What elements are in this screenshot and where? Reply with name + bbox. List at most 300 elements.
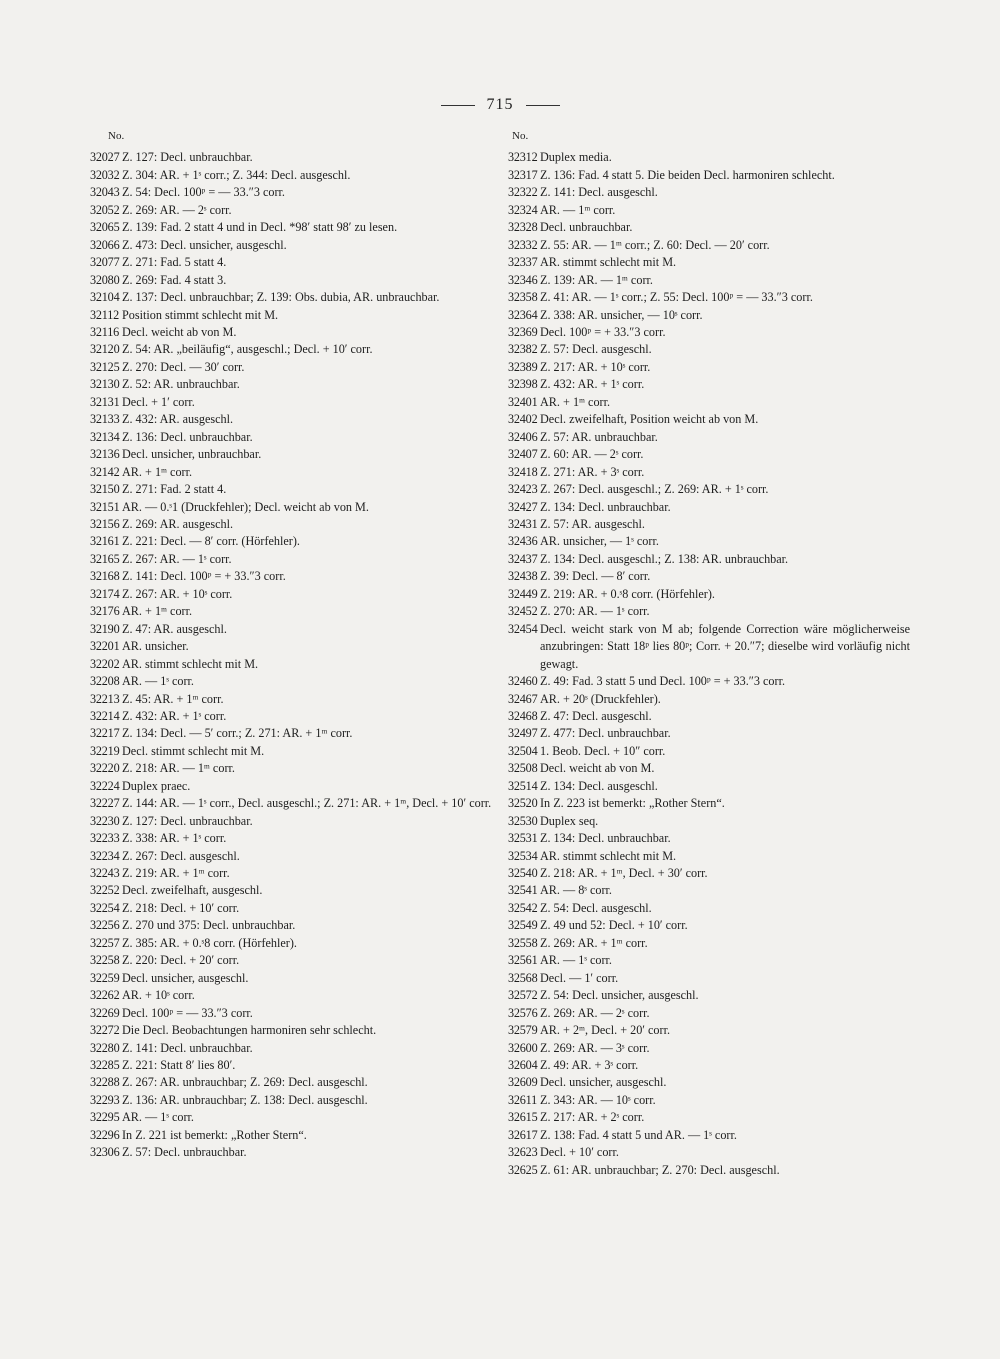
entry-text: AR. unsicher, — 1ˢ corr. bbox=[540, 534, 659, 549]
entry-number: 32150 bbox=[90, 482, 120, 497]
entry-text: Decl. + 1′ corr. bbox=[122, 394, 195, 409]
entry-number: 32230 bbox=[90, 813, 120, 828]
list-item bbox=[508, 307, 910, 324]
entry-number: 32615 bbox=[508, 1110, 538, 1125]
entry-text: Z. 218: Decl. + 10′ corr. bbox=[122, 900, 240, 915]
entry-text: Decl. weicht ab von M. bbox=[122, 324, 237, 339]
entry-number: 32540 bbox=[508, 866, 538, 881]
list-item bbox=[90, 1074, 492, 1091]
entry-text: Decl. 100ᵖ = — 33.″3 corr. bbox=[122, 1005, 253, 1020]
entry-text: AR. unsicher. bbox=[122, 639, 189, 654]
entry-number: 32052 bbox=[90, 202, 120, 217]
entry-text: Z. 139: Fad. 2 statt 4 und in Decl. *98′ statt 98′ zu lesen. bbox=[122, 220, 398, 235]
list-item bbox=[508, 499, 910, 516]
list-item bbox=[508, 935, 910, 952]
entry-text: 1. Beob. Decl. + 10″ corr. bbox=[540, 743, 666, 758]
list-item bbox=[508, 1092, 910, 1109]
list-item bbox=[90, 184, 492, 201]
entry-text: AR. + 1ᵐ corr. bbox=[540, 394, 611, 409]
list-item bbox=[90, 219, 492, 236]
entry-text: Z. 269: Fad. 4 statt 3. bbox=[122, 272, 227, 287]
entry-list bbox=[508, 149, 910, 1179]
list-item bbox=[90, 1109, 492, 1126]
list-item bbox=[508, 394, 910, 411]
entry-number: 32295 bbox=[90, 1110, 120, 1125]
entry-number: 32156 bbox=[90, 516, 120, 531]
entry-text: Z. 141: Decl. ausgeschl. bbox=[540, 185, 658, 200]
entry-number: 32027 bbox=[90, 150, 120, 165]
list-item bbox=[508, 673, 910, 690]
entry-number: 32534 bbox=[508, 848, 538, 863]
entry-text: Z. 267: Decl. ausgeschl. bbox=[122, 848, 240, 863]
entry-number: 32272 bbox=[90, 1023, 120, 1038]
entry-number: 32176 bbox=[90, 604, 120, 619]
entry-text: Z. 271: AR. + 3ˢ corr. bbox=[540, 464, 645, 479]
entry-text: Duplex seq. bbox=[540, 813, 599, 828]
list-item bbox=[508, 202, 910, 219]
entry-text: Decl. zweifelhaft, ausgeschl. bbox=[122, 883, 263, 898]
list-item bbox=[90, 254, 492, 271]
entry-number: 32151 bbox=[90, 499, 120, 514]
entry-text: Z. 271: Fad. 5 statt 4. bbox=[122, 255, 227, 270]
entry-text: Z. 61: AR. unbrauchbar; Z. 270: Decl. ausgeschl. bbox=[540, 1162, 780, 1177]
list-item bbox=[90, 691, 492, 708]
entry-number: 32346 bbox=[508, 272, 538, 287]
entry-number: 32136 bbox=[90, 447, 120, 462]
entry-text: Z. 270 und 375: Decl. unbrauchbar. bbox=[122, 918, 296, 933]
entry-text: Z. 47: AR. ausgeschl. bbox=[122, 621, 227, 636]
list-item bbox=[508, 952, 910, 969]
entry-text: Z. 137: Decl. unbrauchbar; Z. 139: Obs. dubia, AR. unbrauchbar. bbox=[122, 290, 440, 305]
entry-number: 32623 bbox=[508, 1145, 538, 1160]
entry-number: 32514 bbox=[508, 778, 538, 793]
entry-number: 32531 bbox=[508, 831, 538, 846]
entry-text: Position stimmt schlecht mit M. bbox=[122, 307, 279, 322]
list-item bbox=[90, 1040, 492, 1057]
entry-number: 32508 bbox=[508, 761, 538, 776]
entry-number: 32460 bbox=[508, 674, 538, 689]
entry-number: 32437 bbox=[508, 551, 538, 566]
list-item bbox=[508, 743, 910, 760]
entry-text: Z. 338: AR. unsicher, — 10ˢ corr. bbox=[540, 307, 703, 322]
left-dash bbox=[441, 105, 475, 106]
list-item bbox=[508, 411, 910, 428]
entry-number: 32190 bbox=[90, 621, 120, 636]
entry-number: 32131 bbox=[90, 394, 120, 409]
entry-number: 32120 bbox=[90, 342, 120, 357]
column-heading: No. bbox=[108, 130, 125, 142]
entry-number: 32406 bbox=[508, 429, 538, 444]
entry-number: 32280 bbox=[90, 1040, 120, 1055]
entry-number: 32600 bbox=[508, 1040, 538, 1055]
entry-text: Z. 49: AR. + 3ˢ corr. bbox=[540, 1058, 639, 1073]
entry-number: 32208 bbox=[90, 674, 120, 689]
entry-number: 32219 bbox=[90, 743, 120, 758]
entry-number: 32065 bbox=[90, 220, 120, 235]
list-item bbox=[508, 237, 910, 254]
entry-number: 32625 bbox=[508, 1162, 538, 1177]
entry-number: 32202 bbox=[90, 656, 120, 671]
left-column bbox=[90, 128, 492, 1162]
list-item bbox=[508, 272, 910, 289]
list-item bbox=[90, 952, 492, 969]
entry-number: 32452 bbox=[508, 604, 538, 619]
entry-number: 32337 bbox=[508, 255, 538, 270]
list-item bbox=[90, 516, 492, 533]
list-item bbox=[508, 1109, 910, 1126]
entry-text: Z. 141: Decl. 100ᵖ = + 33.″3 corr. bbox=[122, 569, 286, 584]
entry-number: 32402 bbox=[508, 412, 538, 427]
entry-number: 32317 bbox=[508, 167, 538, 182]
list-item bbox=[90, 1005, 492, 1022]
list-item bbox=[508, 359, 910, 376]
entry-number: 32066 bbox=[90, 237, 120, 252]
entry-text: Z. 138: Fad. 4 statt 5 und AR. — 1ˢ corr. bbox=[540, 1127, 737, 1142]
entry-number: 32133 bbox=[90, 412, 120, 427]
entry-number: 32257 bbox=[90, 935, 120, 950]
entry-text: Z. 134: Decl. — 5′ corr.; Z. 271: AR. + 1ᵐ corr. bbox=[122, 726, 353, 741]
list-item bbox=[90, 778, 492, 795]
list-item bbox=[90, 394, 492, 411]
entry-text: Z. 55: AR. — 1ᵐ corr.; Z. 60: Decl. — 20′ corr. bbox=[540, 237, 770, 252]
entry-number: 32256 bbox=[90, 918, 120, 933]
entry-text: Z. 54: Decl. ausgeschl. bbox=[540, 900, 652, 915]
entry-number: 32609 bbox=[508, 1075, 538, 1090]
entry-number: 32504 bbox=[508, 743, 538, 758]
entry-text: AR. — 1ˢ corr. bbox=[540, 953, 612, 968]
right-dash bbox=[526, 105, 560, 106]
list-item bbox=[508, 568, 910, 585]
entry-text: Z. 141: Decl. unbrauchbar. bbox=[122, 1040, 253, 1055]
entry-text: Z. 219: AR. + 1ᵐ corr. bbox=[122, 866, 230, 881]
list-item bbox=[90, 621, 492, 638]
entry-number: 32561 bbox=[508, 953, 538, 968]
page-number-text: 715 bbox=[486, 96, 514, 113]
entry-number: 32467 bbox=[508, 691, 538, 706]
entry-text: AR. + 10ˢ corr. bbox=[122, 988, 195, 1003]
entry-number: 32322 bbox=[508, 185, 538, 200]
entry-number: 32224 bbox=[90, 778, 120, 793]
list-item bbox=[90, 411, 492, 428]
list-item bbox=[90, 725, 492, 742]
list-item bbox=[508, 219, 910, 236]
list-item bbox=[90, 499, 492, 516]
entry-text: Z. 220: Decl. + 20′ corr. bbox=[122, 953, 240, 968]
entry-text: Duplex praec. bbox=[122, 778, 191, 793]
list-item bbox=[90, 673, 492, 690]
entry-text: Z. 57: Decl. unbrauchbar. bbox=[122, 1145, 247, 1160]
entry-text: Z. 271: Fad. 2 statt 4. bbox=[122, 482, 227, 497]
entry-text: Z. 267: AR. unbrauchbar; Z. 269: Decl. ausgeschl. bbox=[122, 1075, 368, 1090]
entry-text: Z. 134: Decl. unbrauchbar. bbox=[540, 831, 671, 846]
list-item bbox=[508, 429, 910, 446]
entry-number: 32112 bbox=[90, 307, 120, 322]
list-item bbox=[508, 708, 910, 725]
list-item bbox=[508, 481, 910, 498]
entry-text: Z. 221: Statt 8′ lies 80′. bbox=[122, 1058, 236, 1073]
list-item bbox=[508, 970, 910, 987]
entry-number: 32243 bbox=[90, 866, 120, 881]
list-item bbox=[508, 691, 910, 708]
list-item bbox=[90, 848, 492, 865]
entry-text: AR. + 20ˢ (Druckfehler). bbox=[540, 691, 661, 706]
list-item bbox=[90, 917, 492, 934]
list-item bbox=[90, 603, 492, 620]
entry-number: 32520 bbox=[508, 796, 538, 811]
entry-text: Die Decl. Beobachtungen harmoniren sehr schlecht. bbox=[122, 1023, 377, 1038]
entry-number: 32542 bbox=[508, 900, 538, 915]
entry-text: Z. 136: Fad. 4 statt 5. Die beiden Decl. harmoniren schlecht. bbox=[540, 167, 835, 182]
entry-number: 32401 bbox=[508, 394, 538, 409]
list-item bbox=[508, 917, 910, 934]
entry-text: Z. 57: AR. unbrauchbar. bbox=[540, 429, 658, 444]
entry-text: AR. stimmt schlecht mit M. bbox=[540, 255, 677, 270]
list-item bbox=[508, 149, 910, 166]
list-item bbox=[508, 848, 910, 865]
list-item bbox=[508, 1040, 910, 1057]
list-item bbox=[508, 865, 910, 882]
entry-text: Z. 385: AR. + 0.ˢ8 corr. (Hörfehler). bbox=[122, 935, 297, 950]
entry-text: AR. + 2ᵐ, Decl. + 20′ corr. bbox=[540, 1023, 671, 1038]
list-item bbox=[508, 254, 910, 271]
list-item bbox=[508, 760, 910, 777]
entry-text: Z. 432: AR. + 1ˢ corr. bbox=[540, 377, 645, 392]
entry-text: Z. 432: AR. ausgeschl. bbox=[122, 412, 234, 427]
entry-text: Z. 432: AR. + 1ˢ corr. bbox=[122, 708, 227, 723]
entry-number: 32125 bbox=[90, 359, 120, 374]
list-item bbox=[90, 429, 492, 446]
entry-text: Decl. unsicher, ausgeschl. bbox=[540, 1075, 667, 1090]
entry-number: 32252 bbox=[90, 883, 120, 898]
entry-text: AR. + 1ᵐ corr. bbox=[122, 464, 193, 479]
entry-text: Decl. — 1′ corr. bbox=[540, 970, 619, 985]
list-item bbox=[90, 341, 492, 358]
entry-text: Z. 473: Decl. unsicher, ausgeschl. bbox=[122, 237, 287, 252]
entry-number: 32324 bbox=[508, 202, 538, 217]
entry-number: 32293 bbox=[90, 1092, 120, 1107]
list-item bbox=[508, 341, 910, 358]
list-item bbox=[90, 237, 492, 254]
list-item bbox=[90, 533, 492, 550]
entry-text: Duplex media. bbox=[540, 150, 612, 165]
list-item bbox=[90, 1092, 492, 1109]
list-item bbox=[90, 760, 492, 777]
entry-number: 32262 bbox=[90, 988, 120, 1003]
entry-number: 32104 bbox=[90, 290, 120, 305]
entry-text: Z. 41: AR. — 1ˢ corr.; Z. 55: Decl. 100ᵖ = — 33.″3 corr. bbox=[540, 290, 813, 305]
list-item bbox=[508, 987, 910, 1004]
entry-text: AR. — 1ˢ corr. bbox=[122, 674, 194, 689]
list-item bbox=[90, 464, 492, 481]
list-item bbox=[508, 533, 910, 550]
entry-number: 32134 bbox=[90, 429, 120, 444]
list-item bbox=[508, 184, 910, 201]
list-item bbox=[508, 167, 910, 184]
entry-text: AR. stimmt schlecht mit M. bbox=[122, 656, 259, 671]
entry-text: Z. 57: Decl. ausgeschl. bbox=[540, 342, 652, 357]
entry-text: AR. — 1ˢ corr. bbox=[122, 1110, 194, 1125]
list-item bbox=[90, 900, 492, 917]
entry-number: 32306 bbox=[90, 1145, 120, 1160]
entry-number: 32142 bbox=[90, 464, 120, 479]
entry-number: 32604 bbox=[508, 1058, 538, 1073]
list-item bbox=[90, 830, 492, 847]
entry-text: Z. 49: Fad. 3 statt 5 und Decl. 100ᵖ = + 33.″3 corr. bbox=[540, 674, 786, 689]
list-item bbox=[90, 167, 492, 184]
entry-number: 32201 bbox=[90, 639, 120, 654]
list-item bbox=[90, 795, 492, 812]
entry-text: Decl. zweifelhaft, Position weicht ab von M. bbox=[540, 412, 759, 427]
entry-number: 32032 bbox=[90, 167, 120, 182]
column-heading: No. bbox=[512, 130, 529, 142]
entry-text: Z. 57: AR. ausgeschl. bbox=[540, 516, 645, 531]
entry-number: 32332 bbox=[508, 237, 538, 252]
entry-text: AR. + 1ᵐ corr. bbox=[122, 604, 193, 619]
entry-number: 32382 bbox=[508, 342, 538, 357]
entry-text: Z. 54: Decl. unsicher, ausgeschl. bbox=[540, 988, 699, 1003]
list-item bbox=[508, 1022, 910, 1039]
list-item bbox=[508, 1127, 910, 1144]
entry-text: Z. 60: AR. — 2ˢ corr. bbox=[540, 447, 644, 462]
entry-text: Z. 304: AR. + 1ˢ corr.; Z. 344: Decl. ausgeschl. bbox=[122, 167, 351, 182]
entry-number: 32407 bbox=[508, 447, 538, 462]
entry-number: 32611 bbox=[508, 1092, 538, 1107]
list-item bbox=[508, 725, 910, 742]
entry-number: 32468 bbox=[508, 708, 538, 723]
entry-text: Decl. 100ᵖ = + 33.″3 corr. bbox=[540, 324, 666, 339]
entry-number: 32369 bbox=[508, 324, 538, 339]
list-item bbox=[90, 708, 492, 725]
entry-text: Z. 127: Decl. unbrauchbar. bbox=[122, 150, 253, 165]
entry-text: Z. 136: AR. unbrauchbar; Z. 138: Decl. ausgeschl. bbox=[122, 1092, 368, 1107]
list-item bbox=[508, 376, 910, 393]
entry-text: Decl. + 10′ corr. bbox=[540, 1145, 619, 1160]
list-item bbox=[90, 1057, 492, 1074]
entry-number: 32116 bbox=[90, 324, 120, 339]
entry-text: AR. stimmt schlecht mit M. bbox=[540, 848, 677, 863]
entry-number: 32217 bbox=[90, 726, 120, 741]
list-item bbox=[90, 1127, 492, 1144]
entry-number: 32438 bbox=[508, 569, 538, 584]
entry-number: 32364 bbox=[508, 307, 538, 322]
list-item bbox=[508, 1005, 910, 1022]
entry-number: 32312 bbox=[508, 150, 538, 165]
entry-text: Z. 269: AR. — 3ˢ corr. bbox=[540, 1040, 650, 1055]
list-item bbox=[508, 586, 910, 603]
entry-number: 32227 bbox=[90, 796, 120, 811]
entry-number: 32233 bbox=[90, 831, 120, 846]
right-column bbox=[508, 128, 910, 1179]
entry-number: 32427 bbox=[508, 499, 538, 514]
entry-number: 32288 bbox=[90, 1075, 120, 1090]
entry-text: Decl. weicht ab von M. bbox=[540, 761, 655, 776]
list-item bbox=[508, 1057, 910, 1074]
list-item bbox=[90, 446, 492, 463]
list-item bbox=[508, 516, 910, 533]
entry-text: In Z. 221 ist bemerkt: „Rother Stern“. bbox=[122, 1127, 307, 1142]
entry-list bbox=[90, 149, 492, 1161]
entry-number: 32328 bbox=[508, 220, 538, 235]
entry-text: Z. 49 und 52: Decl. + 10′ corr. bbox=[540, 918, 688, 933]
entry-text: Z. 338: AR. + 1ˢ corr. bbox=[122, 831, 227, 846]
list-item bbox=[90, 813, 492, 830]
entry-number: 32214 bbox=[90, 708, 120, 723]
entry-number: 32234 bbox=[90, 848, 120, 863]
entry-number: 32358 bbox=[508, 290, 538, 305]
list-item bbox=[90, 324, 492, 341]
list-item bbox=[508, 830, 910, 847]
list-item bbox=[90, 987, 492, 1004]
entry-text: AR. — 8ˢ corr. bbox=[540, 883, 612, 898]
entry-number: 32174 bbox=[90, 586, 120, 601]
list-item bbox=[90, 970, 492, 987]
entry-text: AR. — 0.ˢ1 (Druckfehler); Decl. weicht ab von M. bbox=[122, 499, 369, 514]
entry-text: Z. 47: Decl. ausgeschl. bbox=[540, 708, 652, 723]
entry-text: Z. 270: AR. — 1ˢ corr. bbox=[540, 604, 650, 619]
entry-number: 32431 bbox=[508, 516, 538, 531]
list-item bbox=[508, 795, 910, 812]
list-item bbox=[508, 289, 910, 306]
entry-number: 32579 bbox=[508, 1023, 538, 1038]
entry-number: 32077 bbox=[90, 255, 120, 270]
entry-text: Z. 217: AR. + 2ˢ corr. bbox=[540, 1110, 645, 1125]
list-item bbox=[90, 1022, 492, 1039]
entry-text: Decl. weicht stark von M ab; folgende Correction wäre möglicherweise anzubringen: Statt 18ᵖ lies 80ᵖ; Corr. + 20.″7; dieselbe wird vorläufig nicht gewagt. bbox=[540, 621, 910, 671]
entry-text: Z. 270: Decl. — 30′ corr. bbox=[122, 359, 245, 374]
list-item bbox=[90, 1144, 492, 1161]
list-item bbox=[508, 621, 910, 673]
entry-text: Z. 343: AR. — 10ˢ corr. bbox=[540, 1092, 656, 1107]
list-item bbox=[508, 1162, 910, 1179]
list-item bbox=[90, 149, 492, 166]
entry-text: Z. 139: AR. — 1ᵐ corr. bbox=[540, 272, 653, 287]
entry-number: 32449 bbox=[508, 586, 538, 601]
entry-text: Z. 269: AR. — 2ˢ corr. bbox=[122, 202, 232, 217]
list-item bbox=[90, 289, 492, 306]
list-item bbox=[90, 376, 492, 393]
entry-text: Z. 134: Decl. ausgeschl.; Z. 138: AR. unbrauchbar. bbox=[540, 551, 789, 566]
entry-text: Z. 45: AR. + 1ᵐ corr. bbox=[122, 691, 224, 706]
list-item bbox=[508, 882, 910, 899]
entry-text: Z. 54: AR. „beiläufig“, ausgeschl.; Decl. + 10′ corr. bbox=[122, 342, 373, 357]
list-item bbox=[90, 272, 492, 289]
entry-text: Z. 39: Decl. — 8′ corr. bbox=[540, 569, 651, 584]
list-item bbox=[508, 813, 910, 830]
list-item bbox=[90, 865, 492, 882]
list-item bbox=[508, 446, 910, 463]
entry-text: Z. 144: AR. — 1ˢ corr., Decl. ausgeschl.; Z. 271: AR. + 1ᵐ, Decl. + 10′ corr. bbox=[122, 796, 492, 811]
entry-text: Z. 269: AR. — 2ˢ corr. bbox=[540, 1005, 650, 1020]
list-item bbox=[508, 464, 910, 481]
list-item bbox=[90, 743, 492, 760]
entry-text: Z. 267: AR. — 1ˢ corr. bbox=[122, 551, 232, 566]
entry-number: 32259 bbox=[90, 970, 120, 985]
entry-text: Decl. unsicher, unbrauchbar. bbox=[122, 447, 262, 462]
entry-number: 32043 bbox=[90, 185, 120, 200]
list-item bbox=[90, 481, 492, 498]
entry-number: 32161 bbox=[90, 534, 120, 549]
entry-text: In Z. 223 ist bemerkt: „Rother Stern“. bbox=[540, 796, 725, 811]
entry-text: Decl. unbrauchbar. bbox=[540, 220, 633, 235]
entry-number: 32418 bbox=[508, 464, 538, 479]
entry-number: 32213 bbox=[90, 691, 120, 706]
entry-number: 32541 bbox=[508, 883, 538, 898]
list-item bbox=[90, 882, 492, 899]
list-item bbox=[508, 1144, 910, 1161]
entry-number: 32296 bbox=[90, 1127, 120, 1142]
entry-number: 32497 bbox=[508, 726, 538, 741]
entry-number: 32258 bbox=[90, 953, 120, 968]
